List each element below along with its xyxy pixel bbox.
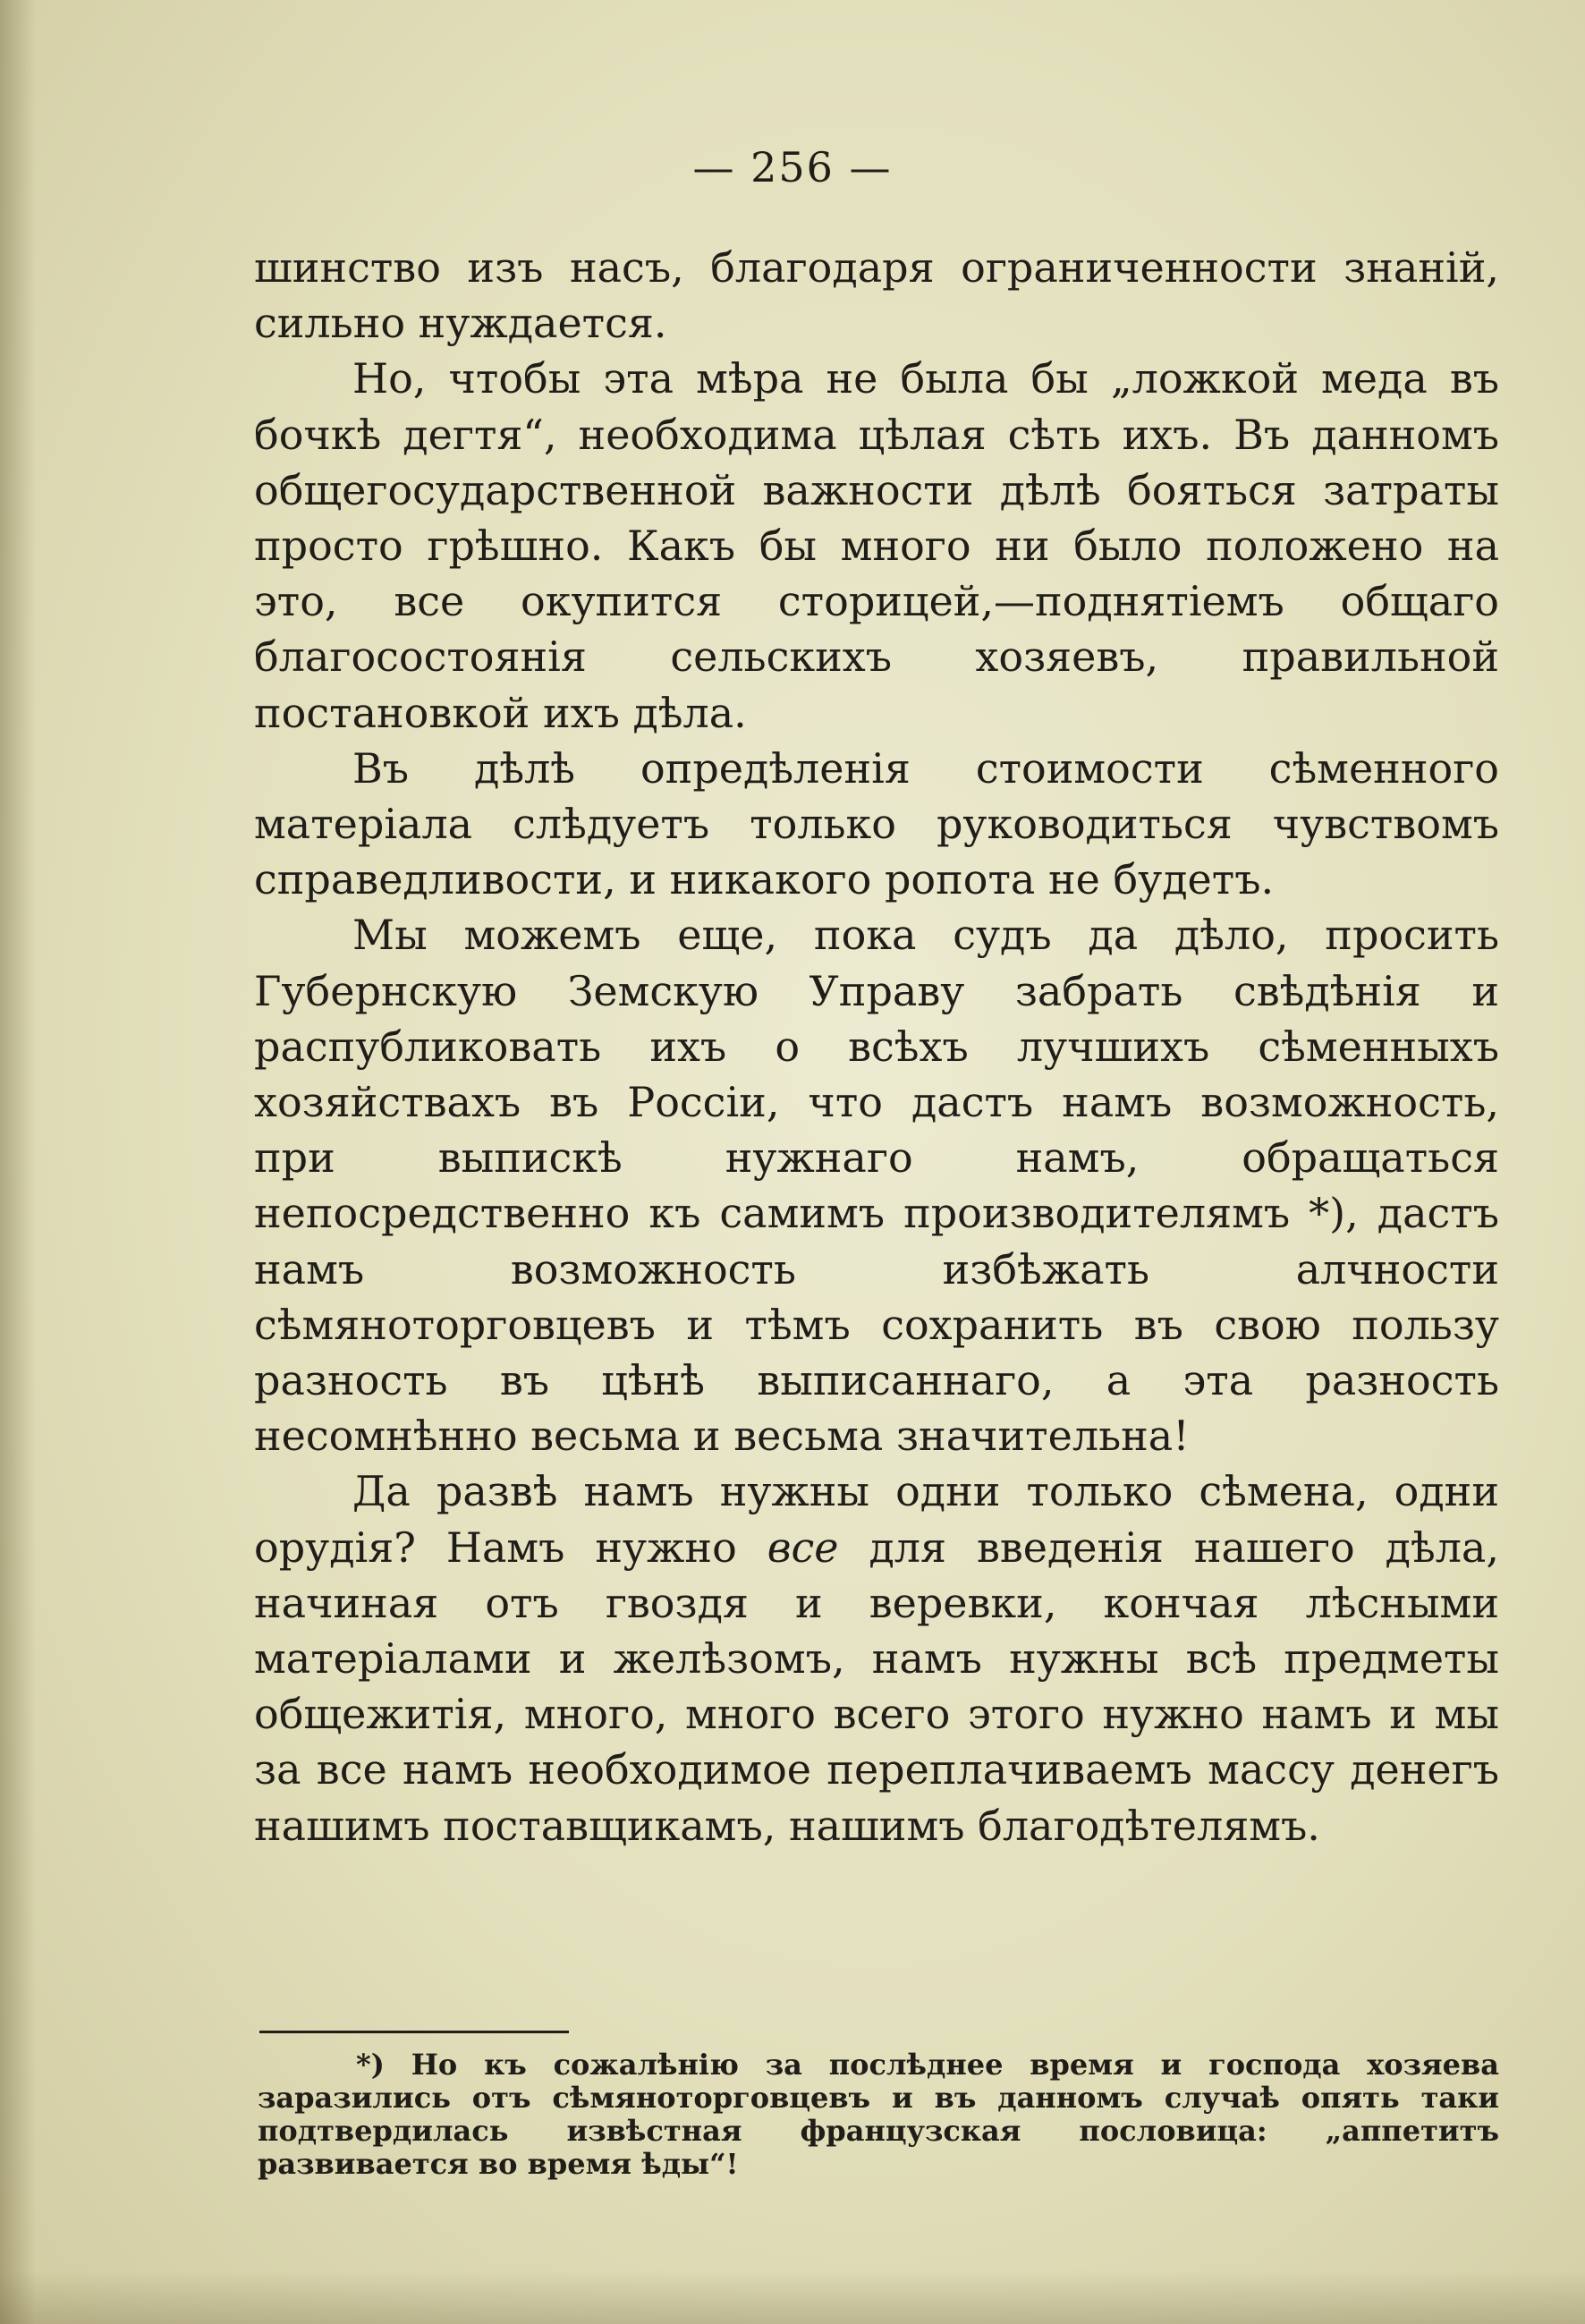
paragraph-text: Да развѣ намъ нужны одни только сѣмена, одни орудія? Намъ нужно bbox=[254, 1467, 1499, 1572]
page-number: — 256 — bbox=[692, 143, 893, 191]
emphasized-word: все bbox=[767, 1522, 839, 1572]
footnote-text: *) Но къ сожалѣнію за послѣднее время и господа хозяева заразились отъ сѣмяноторговцевъ и въ данномъ случаѣ опять таки подтвердилась извѣстная французская пословица: „аппетитъ развивается во время ѣды“! bbox=[258, 2048, 1499, 2181]
paragraph: Мы можемъ еще, пока судъ да дѣло, просить Губернскую Земскую Управу забрать свѣдѣнія и распубликовать ихъ о всѣхъ лучшихъ сѣменныхъ хозяйствахъ въ Россіи, что дастъ намъ возможность, при выпискѣ нужнаго намъ, обращаться непосредственно къ самимъ производителямъ *), дастъ намъ возможность избѣжать алчности сѣмяноторговцевъ и тѣмъ сохранить въ свою пользу разность въ цѣнѣ выписаннаго, а эта разность несомнѣнно весьма и весьма значительна! bbox=[254, 911, 1499, 1461]
page-shadow-bottom bbox=[0, 2270, 1585, 2324]
paragraph: Но, чтобы эта мѣра не была бы „ложкой меда въ бочкѣ дегтя“, необходима цѣлая сѣть ихъ. Въ данномъ общегосударственной важности дѣлѣ бояться затраты просто грѣшно. Какъ бы много ни было положено на это, все окупится сторицей,—поднятіемъ общаго благосостоянія сельскихъ хозяевъ, правильной постановкой ихъ дѣла. bbox=[254, 354, 1499, 737]
paragraph-text: для введенія нашего дѣла, начиная отъ гвоздя и веревки, кончая лѣсными матеріалами и желѣзомъ, намъ нужны всѣ предметы общежитія, много, много всего этого нужно намъ и мы за все намъ необходимое переплачиваемъ массу денегъ нашимъ поставщикамъ, нашимъ благодѣтелямъ. bbox=[254, 1522, 1499, 1850]
paragraph-continuation: шинство изъ насъ, благодаря ограниченности знаній, сильно нуждается. bbox=[254, 243, 1499, 348]
body-text bbox=[254, 240, 1499, 1853]
paragraph: Въ дѣлѣ опредѣленія стоимости сѣменного матеріала слѣдуетъ только руководиться чувствомъ справедливости, и никакого ропота не будетъ. bbox=[254, 743, 1499, 904]
paragraph bbox=[254, 1463, 1499, 1853]
footnote-divider bbox=[259, 2031, 569, 2033]
footnote bbox=[258, 2048, 1499, 2181]
page-shadow-left bbox=[0, 0, 36, 2324]
